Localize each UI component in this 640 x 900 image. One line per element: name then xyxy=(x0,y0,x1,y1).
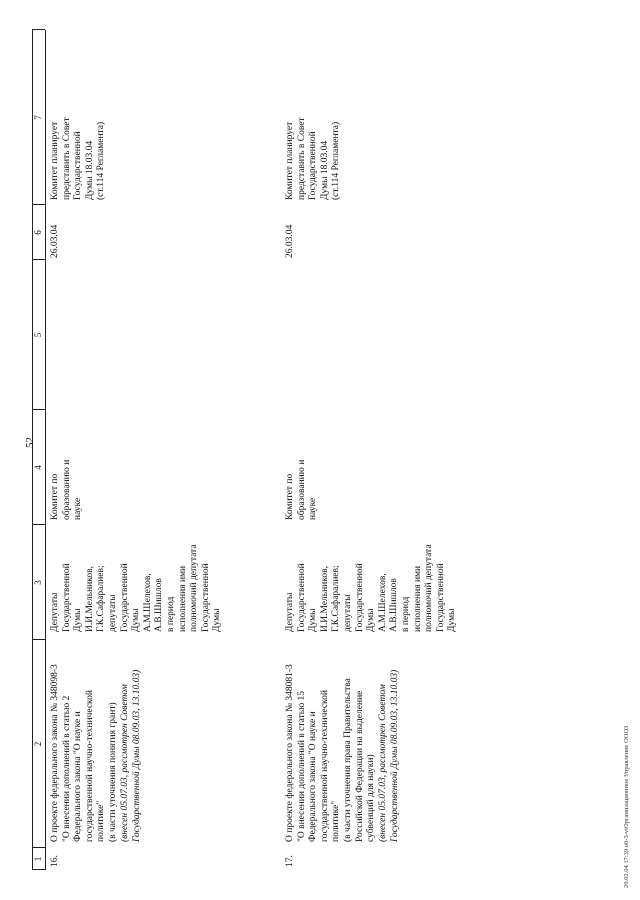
bill-authors: Депутаты Государственной Думы И.И.Мельников, Г.К.Сафаралиев; депутаты Государственной Думы А.М.Шелехов, А.В.Шишлов в период исполнения ими полномочий депутата Государственной Думы xyxy=(50,544,223,632)
date-value: 26.03.04 xyxy=(285,224,295,258)
footer-stamp: 20.02.04 17:39 о0-3-vtОрганизационное Управление ООО3 xyxy=(623,725,630,888)
bill-note: (внесен 05.07.03, рассмотрен Советом Государственной Думы 08.09.03, 13.10.03) xyxy=(120,669,142,842)
header-col-1: 1 xyxy=(33,856,43,862)
bill-title: О проекте федерального закона № 348081-3 "О внесении дополнений в статью 15 Федерального закона "О науке и государственной научно-технической политике" (в части уточнения права Правительства Российской Федерации на выделение субвенций для науки) xyxy=(285,664,377,842)
header-col-2: 2 xyxy=(33,741,43,747)
header-col-6: 6 xyxy=(33,230,43,235)
bill-title: О проекте федерального закона № 348098-3 "О внесении дополнений в статью 2 Федерального закона "О науке и государственной научно-технической политике" (в части уточнения понятия грант) xyxy=(50,664,118,842)
legislative-table xyxy=(32,30,630,870)
committee: Комитет по образованию и науке xyxy=(285,459,319,520)
remark: Комитет планирует представить в Совет Государственной Думы 18.03.04 (ст.114 Регламента) xyxy=(285,117,342,200)
header-col-4: 4 xyxy=(33,465,43,470)
row-number: 16. xyxy=(50,855,60,867)
header-bottom-border xyxy=(45,30,46,870)
remark: Комитет планирует представить в Совет Государственной Думы 18.03.04 (ст.114 Регламента) xyxy=(50,117,107,200)
bill-authors: Депутаты Государственной Думы И.И.Мельников, Г.К.Сафаралиев; депутаты Государственной Думы А.М.Шелехов, А.В.Шишлов в период исполнения ими полномочий депутата Государственной Думы xyxy=(285,544,458,632)
bill-note: (внесен 05.07.03, рассмотрен Советом Государственной Думы 08.09.03, 13.10.03) xyxy=(378,669,400,842)
date-value: 26.03.04 xyxy=(50,224,60,258)
page-number: 52 xyxy=(24,437,36,448)
committee: Комитет по образованию и науке xyxy=(50,459,84,520)
header-col-5: 5 xyxy=(33,332,43,338)
header-col-3: 3 xyxy=(33,580,43,585)
header-col-7: 7 xyxy=(33,115,43,120)
row-number: 17. xyxy=(285,855,295,867)
